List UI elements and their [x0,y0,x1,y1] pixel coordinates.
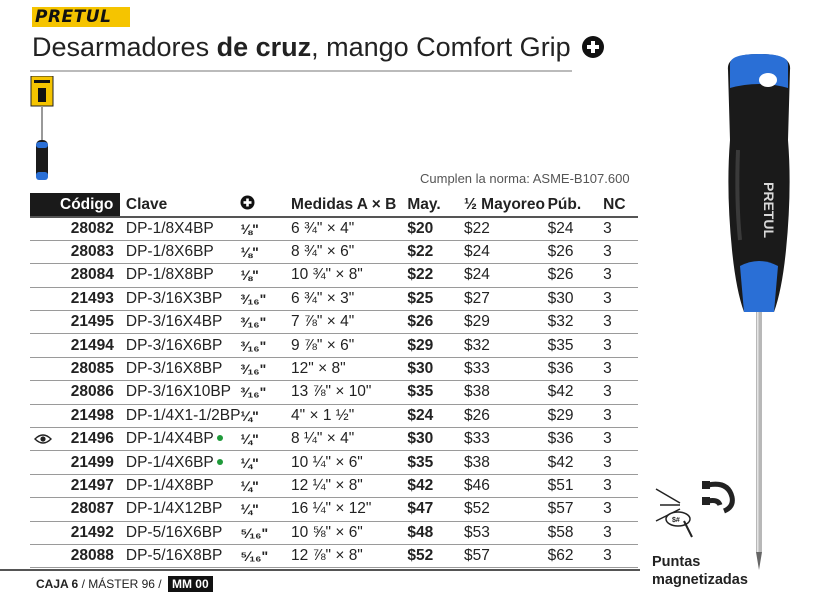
cell-mayoreo-text: $26 [463,406,490,424]
cell-medidas [291,428,407,451]
cell-mayoreo-text: $52 [463,500,490,518]
cell-nc-text: 3 [603,383,612,401]
cell-mayoreo [464,544,548,567]
cell-codigo-text: 21498 [70,406,114,424]
cell-may-text: $30 [407,360,434,378]
cell-nc-text: 3 [603,547,612,565]
cell-medidas [291,544,407,567]
cell-codigo [30,544,120,567]
table-row [30,474,638,497]
cell-phillips-size [240,311,291,334]
cell-may-text: $48 [407,523,434,541]
cell-codigo-text: 21497 [70,476,114,494]
cell-clave [120,451,241,474]
price-table [30,193,638,568]
cell-pub-text: $35 [547,336,574,354]
cell-codigo [30,428,120,451]
cell-codigo [30,451,120,474]
cell-codigo [30,311,120,334]
cell-medidas-text: 8 ¼" × 4" [291,430,355,448]
cell-nc-text: 3 [603,219,612,237]
cell-pub-text: $42 [547,383,574,401]
cell-may-text: $26 [407,313,434,331]
cell-codigo [30,474,120,497]
cell-codigo-text: 21493 [70,289,114,307]
cell-nc-text: 3 [603,313,612,331]
cell-may [407,498,464,521]
cell-pub [548,334,604,357]
table-row [30,240,638,263]
cell-pub [548,428,604,451]
cell-clave-text: DP-1/4X8BP [125,476,214,494]
cell-clave [120,404,241,427]
cell-clave [120,334,241,357]
cell-may [407,264,464,287]
cell-clave-text: DP-1/4X4BP [125,430,214,448]
cell-clave-text: DP-5/16X8BP [125,547,223,565]
cell-pub-text: $57 [547,500,574,518]
header-clave: Clave [120,193,241,217]
cell-may-text: $35 [407,453,434,471]
header-nc: NC [603,193,638,217]
cell-medidas [291,217,407,240]
phillips-header-icon [240,195,255,210]
cell-codigo [30,381,120,404]
cell-nc [603,357,638,380]
cell-may [407,311,464,334]
cell-pub [548,544,604,567]
cell-mayoreo [464,264,548,287]
cell-pub-text: $30 [547,289,574,307]
cell-pub [548,498,604,521]
cell-clave [120,217,241,240]
cell-medidas-text: 12 ¼" × 8" [291,476,363,494]
cell-phillips-size [240,521,291,544]
cell-may [407,287,464,310]
cell-phillips-size-text: ⅛" [240,220,259,237]
cell-may-text: $47 [407,500,434,518]
cell-phillips-size-text: ¼" [240,477,259,494]
cell-may [407,428,464,451]
cell-may-text: $29 [407,336,434,354]
title-pre: Desarmadores [32,32,217,62]
cell-phillips-size [240,334,291,357]
cell-codigo [30,404,120,427]
cell-pub [548,240,604,263]
cell-nc [603,334,638,357]
cell-medidas [291,240,407,263]
cell-pub [548,311,604,334]
cell-pub [548,451,604,474]
cell-nc-text: 3 [603,523,612,541]
table-row [30,287,638,310]
cell-pub [548,521,604,544]
cell-mayoreo-text: $33 [463,360,490,378]
cell-may-text: $25 [407,289,434,307]
table-row [30,544,638,567]
availability-dot-icon [217,435,223,441]
cell-medidas-text: 12 ⅞" × 8" [291,547,363,565]
cell-phillips-size [240,357,291,380]
cell-mayoreo-text: $27 [463,289,490,307]
cell-nc-text: 3 [603,266,612,284]
cell-medidas [291,264,407,287]
cell-pub [548,357,604,380]
footer-separator: / [154,577,165,591]
title-post: , mango Comfort Grip [311,32,571,62]
cell-pub-text: $36 [547,360,574,378]
cell-medidas [291,334,407,357]
cell-codigo-text: 28085 [70,360,114,378]
cell-codigo [30,240,120,263]
cell-may-text: $35 [407,383,434,401]
cell-phillips-size-text: ⁵⁄₁₆" [240,548,269,565]
cell-phillips-size [240,474,291,497]
norma-note: Cumplen la norma: ASME-B107.600 [420,171,630,186]
phillips-cross-icon [582,36,604,58]
cell-phillips-size-text: ¼" [240,431,259,448]
cell-mayoreo-text: $32 [463,336,490,354]
brand-logo: PRETUL [32,7,130,27]
cell-codigo-text: 21495 [70,313,114,331]
cell-may [407,240,464,263]
cell-medidas [291,404,407,427]
cell-nc-text: 3 [603,453,612,471]
cell-medidas-text: 7 ⅞" × 4" [291,313,355,331]
cell-may [407,404,464,427]
magnetized-tips-label [652,553,748,589]
cell-clave-text: DP-1/4X6BP [125,453,214,471]
table-row [30,311,638,334]
table-row [30,334,638,357]
cell-phillips-size [240,217,291,240]
cell-phillips-size-text: ¼" [240,501,259,518]
cell-clave-text: DP-1/8X8BP [125,266,214,284]
cell-medidas [291,474,407,497]
table-row [30,404,638,427]
cell-may [407,474,464,497]
cell-mayoreo-text: $57 [463,547,490,565]
cell-pub-text: $29 [547,406,574,424]
cell-codigo [30,521,120,544]
cell-medidas-text: 6 ¾" × 4" [291,219,355,237]
magnet-label-line1: Puntas [652,554,701,570]
table-row [30,498,638,521]
header-phillips [240,193,291,217]
cell-pub-text: $58 [547,523,574,541]
cell-mayoreo-text: $53 [463,523,490,541]
cell-medidas-text: 12" × 8" [291,360,346,378]
cell-pub-text: $32 [547,313,574,331]
title-divider [30,70,572,72]
cell-nc [603,311,638,334]
cell-medidas-text: 10 ¼" × 6" [291,453,363,471]
cell-phillips-size [240,240,291,263]
cell-nc [603,404,638,427]
cell-may-text: $30 [407,430,434,448]
cell-nc-text: 3 [603,243,612,261]
cell-medidas [291,287,407,310]
cell-may [407,544,464,567]
table-row [30,451,638,474]
cell-pub [548,264,604,287]
cell-codigo-text: 28088 [70,547,114,565]
cell-may [407,381,464,404]
header-medidas: Medidas A × B [291,193,407,217]
availability-dot-icon [217,459,223,465]
cell-nc [603,474,638,497]
cell-mayoreo [464,404,548,427]
header-mayoreo: ½ Mayoreo [464,193,548,217]
cell-nc [603,381,638,404]
cell-nc [603,264,638,287]
cell-nc [603,451,638,474]
cell-clave-text: DP-3/16X3BP [125,289,223,307]
table-row [30,264,638,287]
cell-nc [603,240,638,263]
cell-nc-text: 3 [603,430,612,448]
cell-clave [120,240,241,263]
cell-pub [548,381,604,404]
cell-codigo [30,287,120,310]
cell-phillips-size [240,498,291,521]
eye-icon [34,433,52,445]
cell-phillips-size [240,544,291,567]
cell-mayoreo [464,428,548,451]
cell-pub [548,217,604,240]
cell-codigo-text: 28083 [70,243,114,261]
cell-clave [120,544,241,567]
cell-mayoreo [464,334,548,357]
cell-mayoreo [464,451,548,474]
cell-codigo-text: 21496 [70,430,114,448]
cell-mayoreo [464,498,548,521]
cell-may-text: $22 [407,243,434,261]
cell-clave [120,287,241,310]
table-row [30,521,638,544]
cell-phillips-size-text: ⁵⁄₁₆" [240,524,269,541]
cell-nc-text: 3 [603,289,612,307]
cell-phillips-size-text: ⅛" [240,244,259,261]
cell-clave [120,428,241,451]
package-thumbnail-image [30,76,54,184]
cell-clave-text: DP-1/4X1-1/2BP [125,406,241,424]
cell-mayoreo [464,217,548,240]
magnetic-tip-icon [650,475,740,545]
cell-may [407,451,464,474]
cell-medidas [291,498,407,521]
cell-codigo-text: 28084 [70,266,114,284]
cell-mayoreo-text: $46 [463,476,490,494]
cell-mayoreo-text: $24 [463,266,490,284]
cell-nc [603,521,638,544]
cell-may-text: $20 [407,219,434,237]
cell-may-text: $22 [407,266,434,284]
cell-phillips-size [240,428,291,451]
cell-codigo-text: 28087 [70,500,114,518]
cell-codigo [30,217,120,240]
cell-phillips-size [240,264,291,287]
handle-brand-text: PRETUL [761,182,777,238]
title-bold: de cruz [216,32,312,62]
cell-nc [603,217,638,240]
cell-mayoreo-text: $24 [463,243,490,261]
cell-medidas-text: 8 ¾" × 6" [291,243,355,261]
footer-separator: / [78,577,89,591]
page-title [32,32,604,63]
cell-medidas [291,521,407,544]
cell-pub-text: $51 [547,476,574,494]
cell-medidas [291,381,407,404]
cell-clave-text: DP-1/8X4BP [125,219,214,237]
cell-mayoreo [464,474,548,497]
cell-mayoreo-text: $33 [463,430,490,448]
cell-clave-text: DP-3/16X6BP [125,336,223,354]
table-row [30,217,638,240]
cell-may [407,334,464,357]
cell-medidas [291,357,407,380]
cell-mayoreo [464,381,548,404]
cell-mayoreo-text: $38 [463,453,490,471]
cell-nc [603,544,638,567]
cell-mayoreo [464,287,548,310]
cell-nc-text: 3 [603,406,612,424]
svg-text:$#: $# [672,517,680,524]
cell-phillips-size-text: ⅛" [240,267,259,284]
cell-medidas [291,451,407,474]
header-codigo: Código [30,193,120,217]
cell-clave-text: DP-3/16X10BP [125,383,231,401]
header-may: May. [407,193,464,217]
table-row [30,428,638,451]
cell-nc-text: 3 [603,500,612,518]
cell-mayoreo-text: $38 [463,383,490,401]
cell-clave-text: DP-5/16X6BP [125,523,223,541]
mm-badge: MM 00 [168,576,213,592]
cell-medidas-text: 16 ¼" × 12" [291,500,372,518]
cell-clave-text: DP-1/4X12BP [125,500,223,518]
cell-pub-text: $24 [547,219,574,237]
cell-clave-text: DP-3/16X4BP [125,313,223,331]
cell-mayoreo-text: $22 [463,219,490,237]
cell-clave [120,498,241,521]
cell-codigo [30,334,120,357]
cell-nc [603,287,638,310]
cell-pub [548,404,604,427]
header-pub: Púb. [548,193,604,217]
cell-mayoreo [464,240,548,263]
cell-may [407,357,464,380]
cell-nc [603,498,638,521]
cell-clave [120,311,241,334]
cell-codigo-text: 21492 [70,523,114,541]
cell-pub-text: $62 [547,547,574,565]
cell-may [407,217,464,240]
packaging-footer [36,576,213,592]
cell-pub [548,474,604,497]
cell-clave [120,521,241,544]
cell-codigo-text: 21494 [70,336,114,354]
cell-phillips-size [240,381,291,404]
cell-nc-text: 3 [603,336,612,354]
cell-phillips-size-text: ³⁄₁₆" [240,361,267,378]
cell-pub-text: $26 [547,266,574,284]
cell-clave [120,357,241,380]
cell-phillips-size-text: ³⁄₁₆" [240,314,267,331]
cell-phillips-size [240,451,291,474]
cell-may-text: $42 [407,476,434,494]
cell-medidas-text: 13 ⅞" × 10" [291,383,372,401]
cell-clave [120,381,241,404]
cell-mayoreo-text: $29 [463,313,490,331]
cell-clave-text: DP-3/16X8BP [125,360,223,378]
cell-may-text: $52 [407,547,434,565]
cell-phillips-size-text: ¼" [240,407,259,424]
cell-nc-text: 3 [603,360,612,378]
cell-medidas [291,311,407,334]
table-row [30,381,638,404]
cell-codigo [30,264,120,287]
cell-codigo [30,498,120,521]
cell-codigo-text: 28086 [70,383,114,401]
cell-phillips-size-text: ³⁄₁₆" [240,337,267,354]
cell-nc [603,428,638,451]
cell-medidas-text: 4" × 1 ½" [291,406,355,424]
cell-medidas-text: 10 ¾" × 8" [291,266,363,284]
cell-phillips-size [240,287,291,310]
cell-clave-text: DP-1/8X6BP [125,243,214,261]
cell-may-text: $24 [407,406,434,424]
master-label: MÁSTER 96 [88,577,155,591]
cell-pub-text: $36 [547,430,574,448]
cell-may [407,521,464,544]
caja-label: CAJA 6 [36,577,79,591]
cell-mayoreo [464,311,548,334]
cell-pub [548,287,604,310]
footer-divider [0,569,640,571]
cell-clave [120,474,241,497]
cell-mayoreo [464,521,548,544]
cell-pub-text: $42 [547,453,574,471]
cell-codigo [30,357,120,380]
cell-codigo-text: 21499 [70,453,114,471]
table-header-row [30,193,638,217]
cell-codigo-text: 28082 [70,219,114,237]
cell-phillips-size [240,404,291,427]
cell-medidas-text: 9 ⅞" × 6" [291,336,355,354]
cell-phillips-size-text: ³⁄₁₆" [240,290,267,307]
cell-nc-text: 3 [603,476,612,494]
cell-phillips-size-text: ¼" [240,454,259,471]
cell-medidas-text: 6 ¾" × 3" [291,289,355,307]
magnet-label-line2: magnetizadas [652,572,748,588]
table-row [30,357,638,380]
cell-medidas-text: 10 ⅝" × 6" [291,523,363,541]
cell-phillips-size-text: ³⁄₁₆" [240,384,267,401]
cell-mayoreo [464,357,548,380]
cell-clave [120,264,241,287]
cell-pub-text: $26 [547,243,574,261]
